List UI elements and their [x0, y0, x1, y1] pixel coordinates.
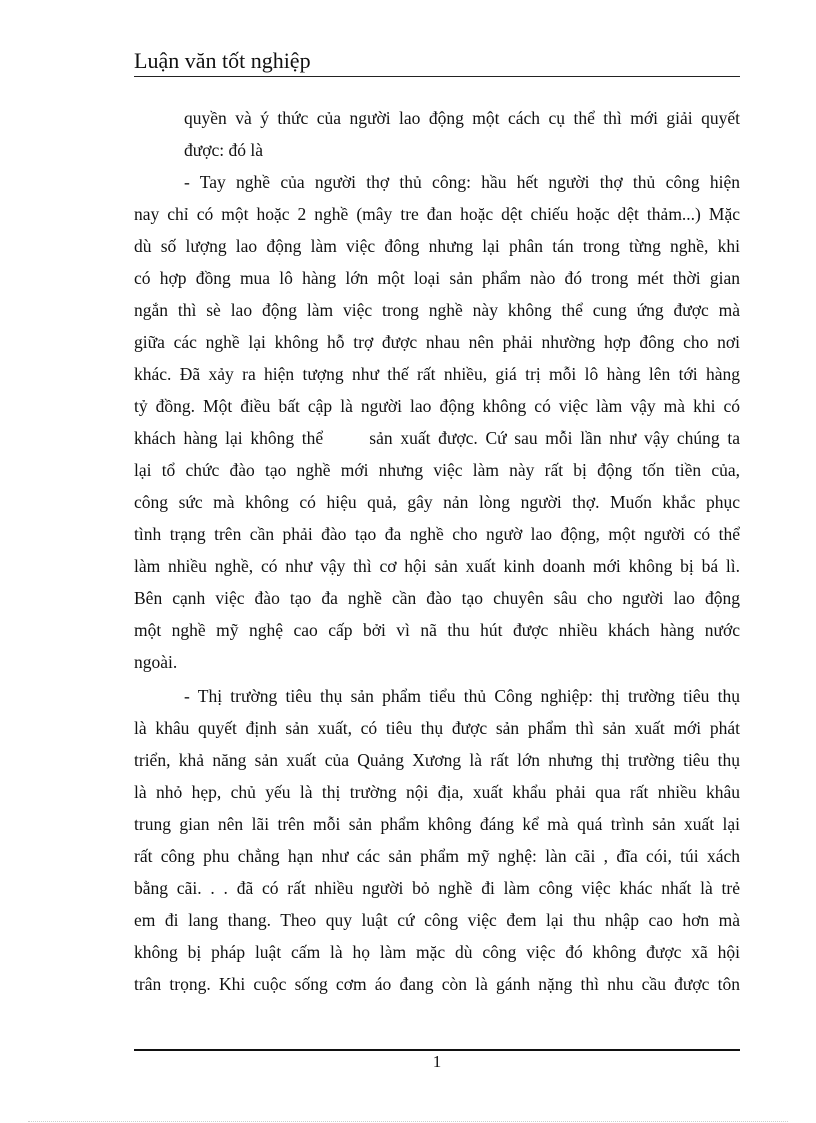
- page-number: 1: [432, 1052, 442, 1071]
- text-line: một nghề mỹ nghệ cao cấp bởi vì nã thu hút được nhiều khách hàng nước: [134, 620, 740, 640]
- text-line: ngắn thì sè lao động làm việc trong nghề này không thể cung ứng được mà: [134, 300, 740, 320]
- text-line: nay chỉ có một hoặc 2 nghề (mây tre đan hoặc dệt chiếu hoặc dệt thảm...) Mặc: [134, 204, 740, 224]
- text-line: giữa các nghề lại không hỗ trợ được nhau nên phải nhường hợp đông cho nơi: [134, 332, 740, 352]
- text-line: triển, khả năng sản xuất của Quảng Xương là rất lớn nhưng thị trường tiêu thụ: [134, 750, 740, 770]
- text-line: ngoài.: [134, 652, 178, 672]
- text-line: là khâu quyết định sản xuất, có tiêu thụ được sản phẩm thì sản xuất mới phát: [134, 718, 740, 738]
- text-line: bằng cãi. . . đã có rất nhiều người bỏ nghề đi làm công việc khác nhất là trẻ: [134, 878, 740, 898]
- document-title: Luận văn tốt nghiệp: [134, 48, 311, 73]
- text-line: là nhỏ hẹp, chủ yếu là thị trường nội địa, xuất khẩu phải qua rất nhiều khâu: [134, 782, 740, 802]
- text-line: trân trọng. Khi cuộc sống cơm áo đang còn là gánh nặng thì nhu cầu được tôn: [134, 974, 740, 994]
- text-line: tỷ đồng. Một điều bất cập là người lao động không có việc làm vậy mà khi có: [134, 396, 740, 416]
- text-line: trung gian nên lãi trên mỗi sản phẩm không đáng kể mà quá trình sản xuất lại: [134, 814, 740, 834]
- text-line: - Tay nghề của người thợ thủ công: hầu hết người thợ thủ công hiện: [184, 172, 740, 192]
- text-line: em đi lang thang. Theo quy luật cứ công việc đem lại thu nhập cao hơn mà: [134, 910, 740, 930]
- text-line: rất công phu chẳng hạn như các sản phẩm mỹ nghệ: làn cãi , đĩa cói, túi xách: [134, 846, 740, 866]
- text-line: khác. Đã xảy ra hiện tượng như thế rất nhiều, giá trị mỗi lô hàng lên tới hàng: [134, 364, 740, 384]
- text-line: dù số lượng lao động làm việc đông nhưng lại phân tán trong từng nghề, khi: [134, 236, 740, 256]
- text-line: khách hàng lại không thể sản xuất được. Cứ sau mỗi lần như vậy chúng ta: [134, 428, 740, 448]
- text-line: - Thị trường tiêu thụ sản phẩm tiểu thủ Công nghiệp: thị trường tiêu thụ: [184, 686, 740, 706]
- text-line: tình trạng trên cần phải đào tạo đa nghề cho ngườ lao động, một người có thể: [134, 524, 740, 544]
- text-line: có hợp đồng mua lô hàng lớn một loại sản phẩm nào đó trong mét thời gian: [134, 268, 740, 288]
- text-line: được: đó là: [184, 140, 263, 160]
- page-bottom-edge: [28, 1121, 788, 1122]
- text-line: Bên cạnh việc đào tạo đa nghề cần đào tạo chuyên sâu cho người lao động: [134, 588, 740, 608]
- text-line: không bị pháp luật cấm là họ làm mặc dù công việc đó không được xã hội: [134, 942, 740, 962]
- text-line: lại tổ chức đào tạo nghề mới nhưng việc làm này rất bị động tốn tiền của,: [134, 460, 740, 480]
- text-line: quyền và ý thức của người lao động một cách cụ thể thì mới giải quyết: [184, 108, 740, 128]
- text-line: làm nhiều nghề, có như vậy thì cơ hội sản xuất kinh doanh mới không bị bá lì.: [134, 556, 740, 576]
- text-line: công sức mà không có hiệu quả, gây nản lòng người thợ. Muốn khắc phục: [134, 492, 740, 512]
